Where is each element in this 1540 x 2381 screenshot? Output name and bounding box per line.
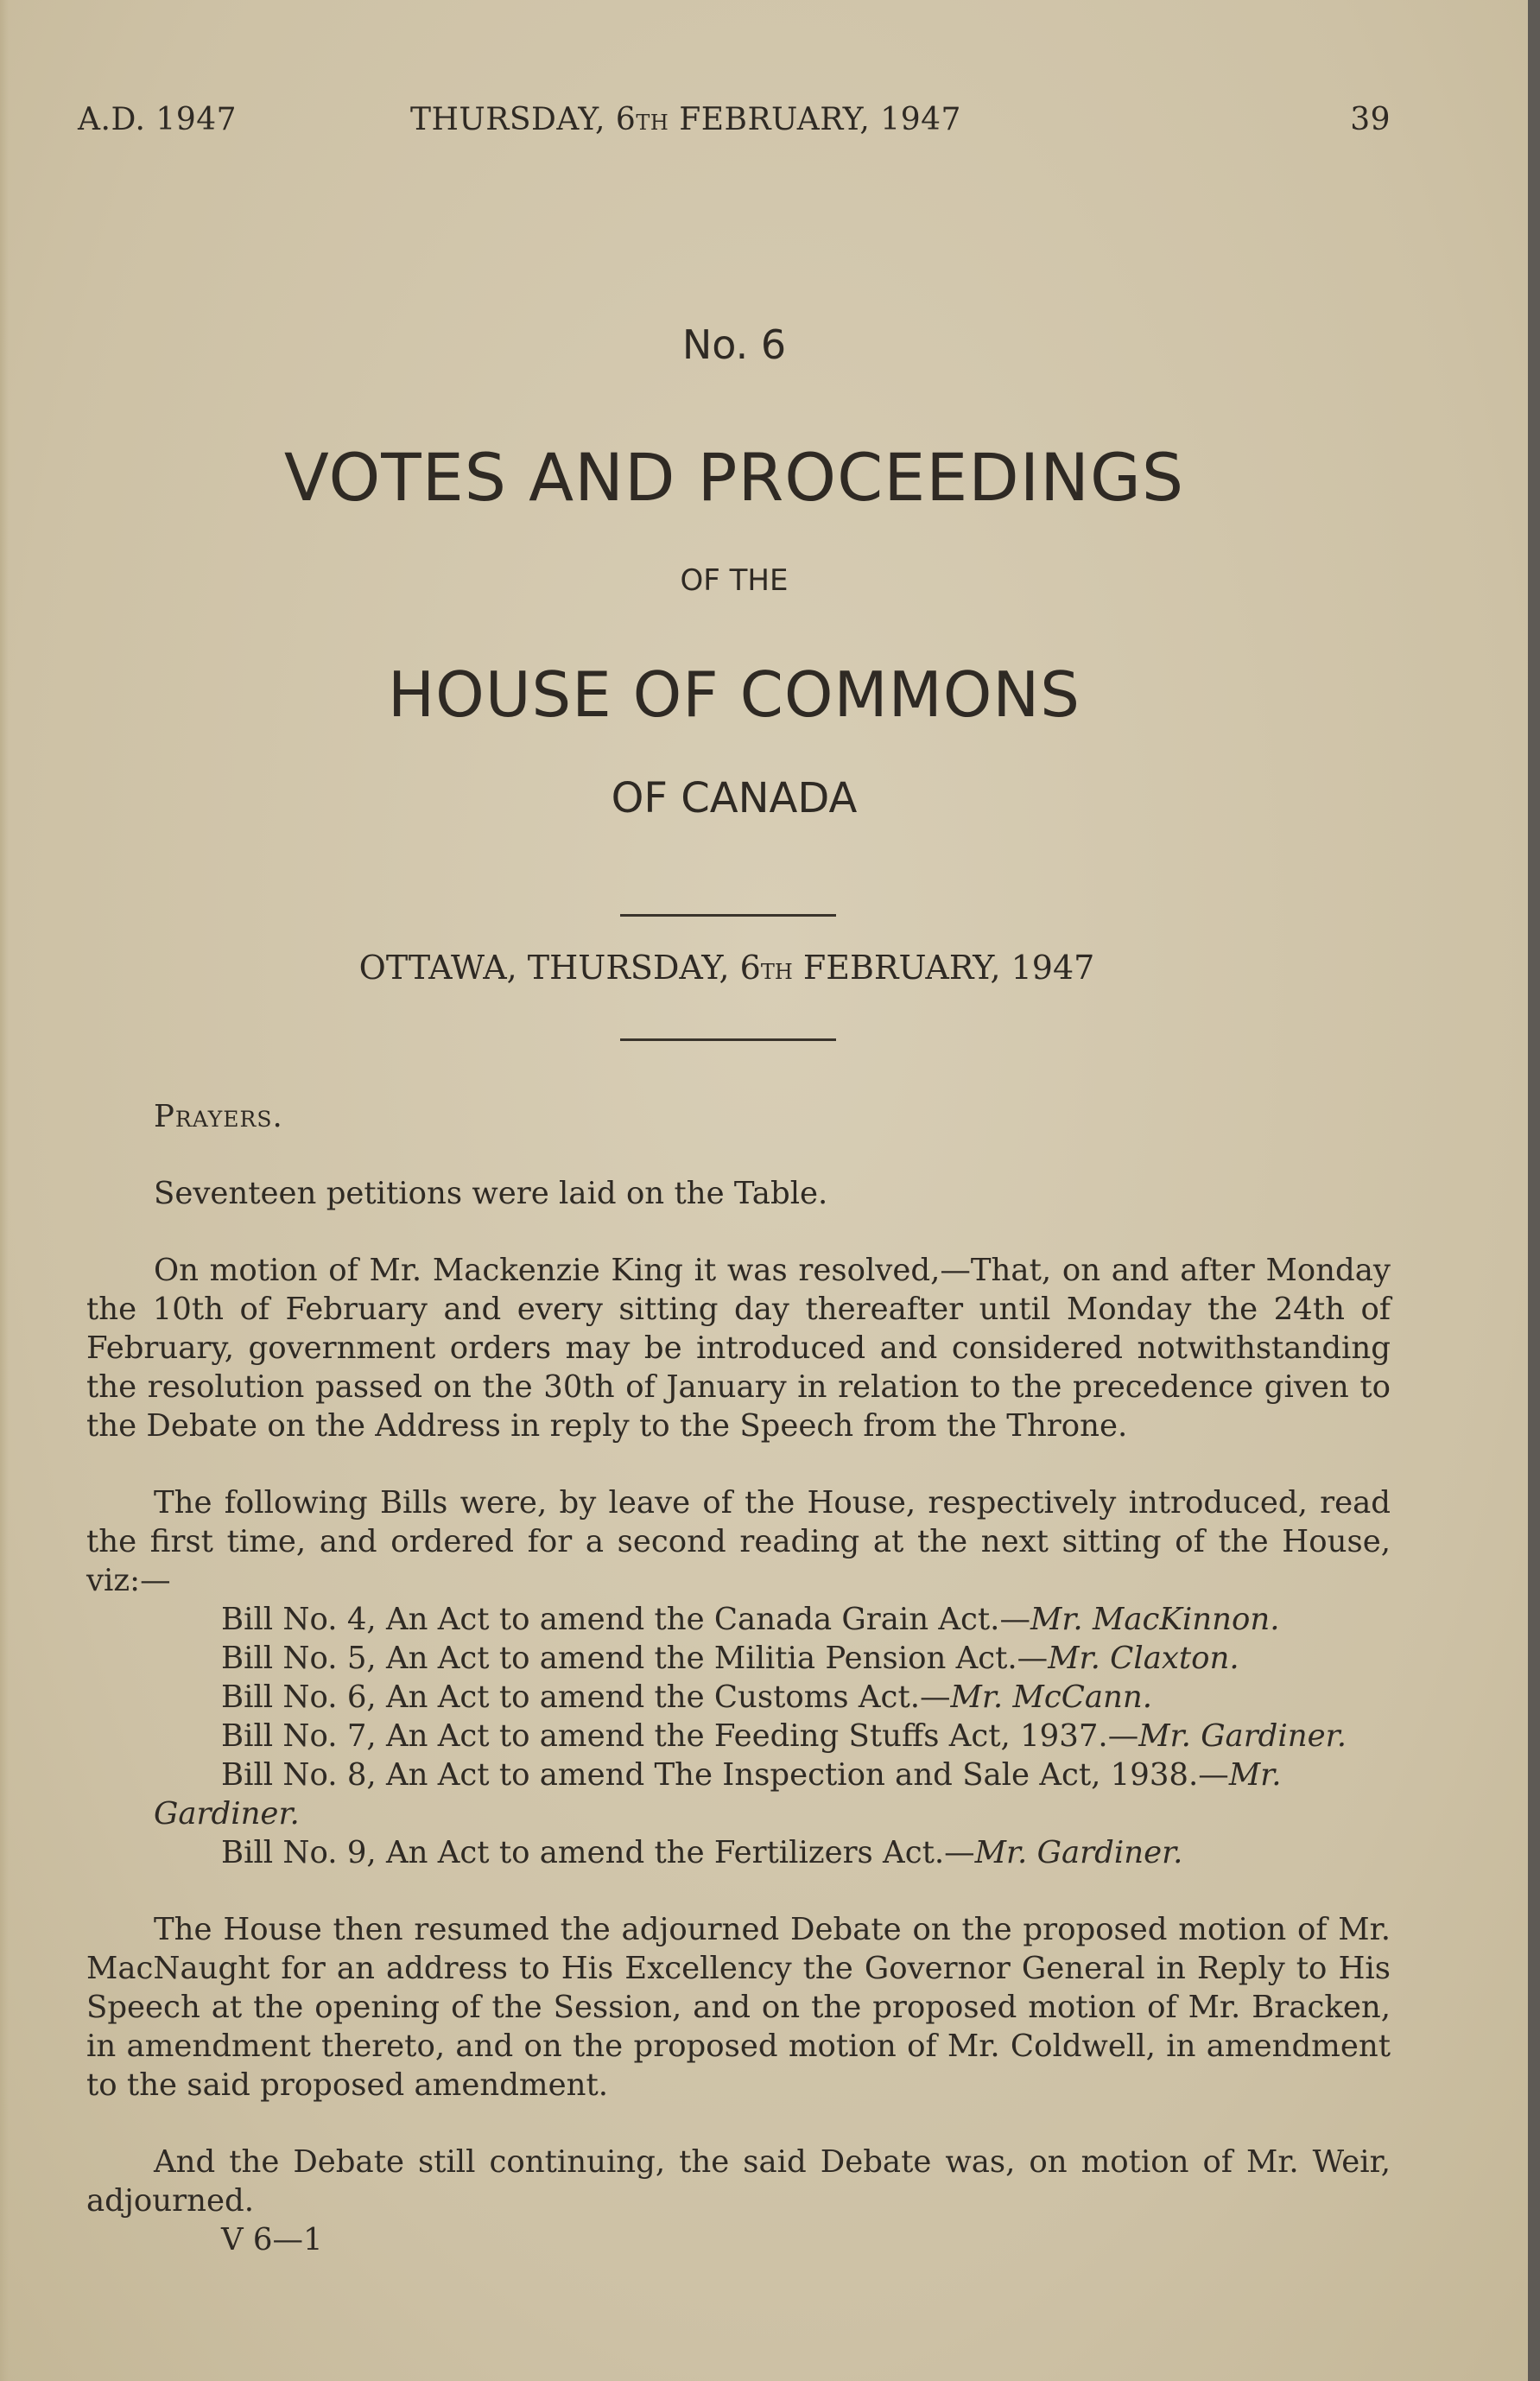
signature-mark: V 6—1: [221, 2222, 323, 2257]
title-of-the: OF THE: [680, 563, 789, 598]
divider-top: [620, 914, 836, 917]
divider-bottom: [620, 1038, 836, 1041]
title-votes-and-proceedings: VOTES AND PROCEEDINGS: [283, 439, 1185, 516]
bill-member-continued: Gardiner.: [154, 1796, 300, 1832]
header-year: A.D. 1947: [78, 102, 238, 137]
page-edge-right: [1528, 0, 1540, 2381]
bill-member: Mr. Gardiner.: [1138, 1718, 1347, 1754]
dateline: OTTAWA, THURSDAY, 6TH FEBRUARY, 1947: [358, 949, 1095, 987]
header-date-suffix: TH: [636, 111, 669, 135]
bill-member: Mr.: [1228, 1757, 1282, 1793]
title-house-of-commons: HOUSE OF COMMONS: [388, 658, 1081, 731]
proceedings-body: [86, 1097, 1391, 2259]
dateline-suffix: TH: [760, 960, 793, 984]
bills-intro-paragraph: The following Bills were, by leave of the House, respectively introduced, read the first time, and ordered for a second reading at the next sitting of the House, viz:—: [86, 1485, 1391, 1598]
bill-item-6: Bill No. 6, An Act to amend the Customs Act.—Mr. McCann.: [221, 1679, 1153, 1715]
bill-member: Mr. Gardiner.: [974, 1835, 1183, 1870]
bill-item-9: Bill No. 9, An Act to amend the Fertilizers Act.—Mr. Gardiner.: [221, 1835, 1183, 1870]
header-date: THURSDAY, 6TH FEBRUARY, 1947: [410, 102, 961, 137]
adjourned-paragraph: And the Debate still continuing, the said Debate was, on motion of Mr. Weir, adjourned.: [86, 2144, 1391, 2219]
debate-paragraph: The House then resumed the adjourned Debate on the proposed motion of Mr. MacNaught for an address to His Excellency the Governor General in Reply to His Speech at the opening of the Session, and on the proposed motion of Mr. Bracken, in amendment thereto, and on the proposed motion of Mr. Coldwell, in amendment to the said proposed amendment.: [86, 1912, 1391, 2103]
title-of-canada: OF CANADA: [611, 774, 858, 822]
page-number: 39: [1350, 102, 1391, 137]
bill-item-8: Bill No. 8, An Act to amend The Inspection and Sale Act, 1938.—Mr. Gardiner.: [86, 1756, 1391, 1833]
bill-item-5: Bill No. 5, An Act to amend the Militia Pension Act.—Mr. Claxton.: [221, 1641, 1239, 1676]
bill-item-4: Bill No. 4, An Act to amend the Canada Grain Act.—Mr. MacKinnon.: [221, 1602, 1280, 1637]
bill-member: Mr. Claxton.: [1048, 1641, 1239, 1676]
bill-member: Mr. MacKinnon.: [1030, 1602, 1280, 1637]
bill-item-7: Bill No. 7, An Act to amend the Feeding Stuffs Act, 1937.—Mr. Gardiner.: [221, 1718, 1347, 1754]
motion-paragraph: On motion of Mr. Mackenzie King it was resolved,—That, on and after Monday the 10th of February and every sitting day thereafter until Monday the 24th of February, government orders may be introduced and considered notwithstanding the resolution passed on the 30th of January in relation to the precedence given to the Debate on the Address in reply to the Speech from the Throne.: [86, 1253, 1391, 1444]
issue-number: No. 6: [681, 321, 787, 368]
petitions-paragraph: Seventeen petitions were laid on the Table.: [154, 1176, 828, 1211]
running-head: [78, 102, 1391, 154]
bill-member: Mr. McCann.: [950, 1679, 1153, 1715]
prayers-heading: Prayers.: [154, 1099, 283, 1134]
